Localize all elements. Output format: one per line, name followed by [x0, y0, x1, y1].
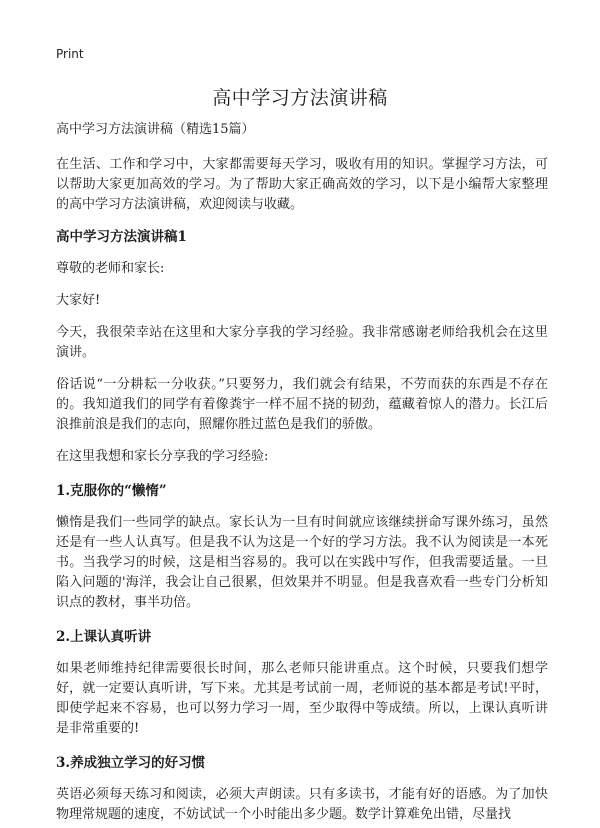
intro-paragraph: 在生活、工作和学习中，大家都需要每天学习，吸收有用的知识。掌握学习方法，可以帮助大家更加高效的学习。为了帮助大家正确高效的学习，以下是小编帮大家整理的高中学习方法演讲稿，欢迎阅读与收藏。: [56, 157, 548, 212]
point-heading: 3.养成独立学习的好习惯: [56, 755, 206, 771]
section-heading: 高中学习方法演讲稿1: [56, 229, 187, 245]
point-paragraph: 懒惰是我们一些同学的缺点。家长认为一旦有时间就应该继续拼命写课外练习，虽然还是有一些人认真写。但是我不认为这是一个好的学习方法。我不认为阅读是一本死书。当我学习的时候，这是相当容易的。我可以在实践中写作，但我需要适量。一旦陷入问题的'海洋，我会让自己很累，但效果并不明显。但是我喜欢看一些专门分析知识点的教材，事半功倍。: [56, 515, 548, 610]
page-title: 高中学习方法演讲稿: [212, 87, 388, 109]
body-paragraph: 今天，我很荣幸站在这里和大家分享我的学习经验。我非常感谢老师给我机会在这里演讲。: [56, 325, 548, 360]
point-paragraph: 英语必须每天练习和阅读，必须大声朗读。只有多读书，才能有好的语感。为了加快物理常规题的速度，不妨试试一个小时能出多少题。数学计算难免出错，尽量找: [56, 787, 548, 822]
point-heading: 2.上课认真听讲: [56, 629, 152, 645]
article-subtitle: 高中学习方法演讲稿（精选15篇）: [56, 122, 255, 137]
print-link[interactable]: Print: [56, 47, 84, 61]
body-paragraph: 在这里我想和家长分享我的学习经验:: [56, 449, 269, 464]
article-body: [56, 121, 548, 828]
hello-text: 大家好!: [56, 293, 101, 308]
point-heading: 1.克服你的“懒惰”: [56, 483, 167, 499]
point-paragraph: 如果老师维持纪律需要很长时间，那么老师只能讲重点。这个时候，只要我们想学好，就一定要认真听讲，写下来。尤其是考试前一周，老师说的基本都是考试!平时，即使学起来不容易，也可以努力学习一周，至少取得中等成绩。所以，上课认真听讲是非常重要的!: [56, 661, 548, 736]
greeting-text: 尊敬的老师和家长:: [56, 261, 165, 276]
body-paragraph: 俗话说“一分耕耘一分收获。”只要努力，我们就会有结果，不劳而获的东西是不存在的。我知道我们的同学有着像粪宇一样不屈不挠的韧劲，蕴藏着惊人的潜力。长江后浪推前浪是我们的志向，照耀你胜过蓝色是我们的骄傲。: [56, 377, 548, 432]
